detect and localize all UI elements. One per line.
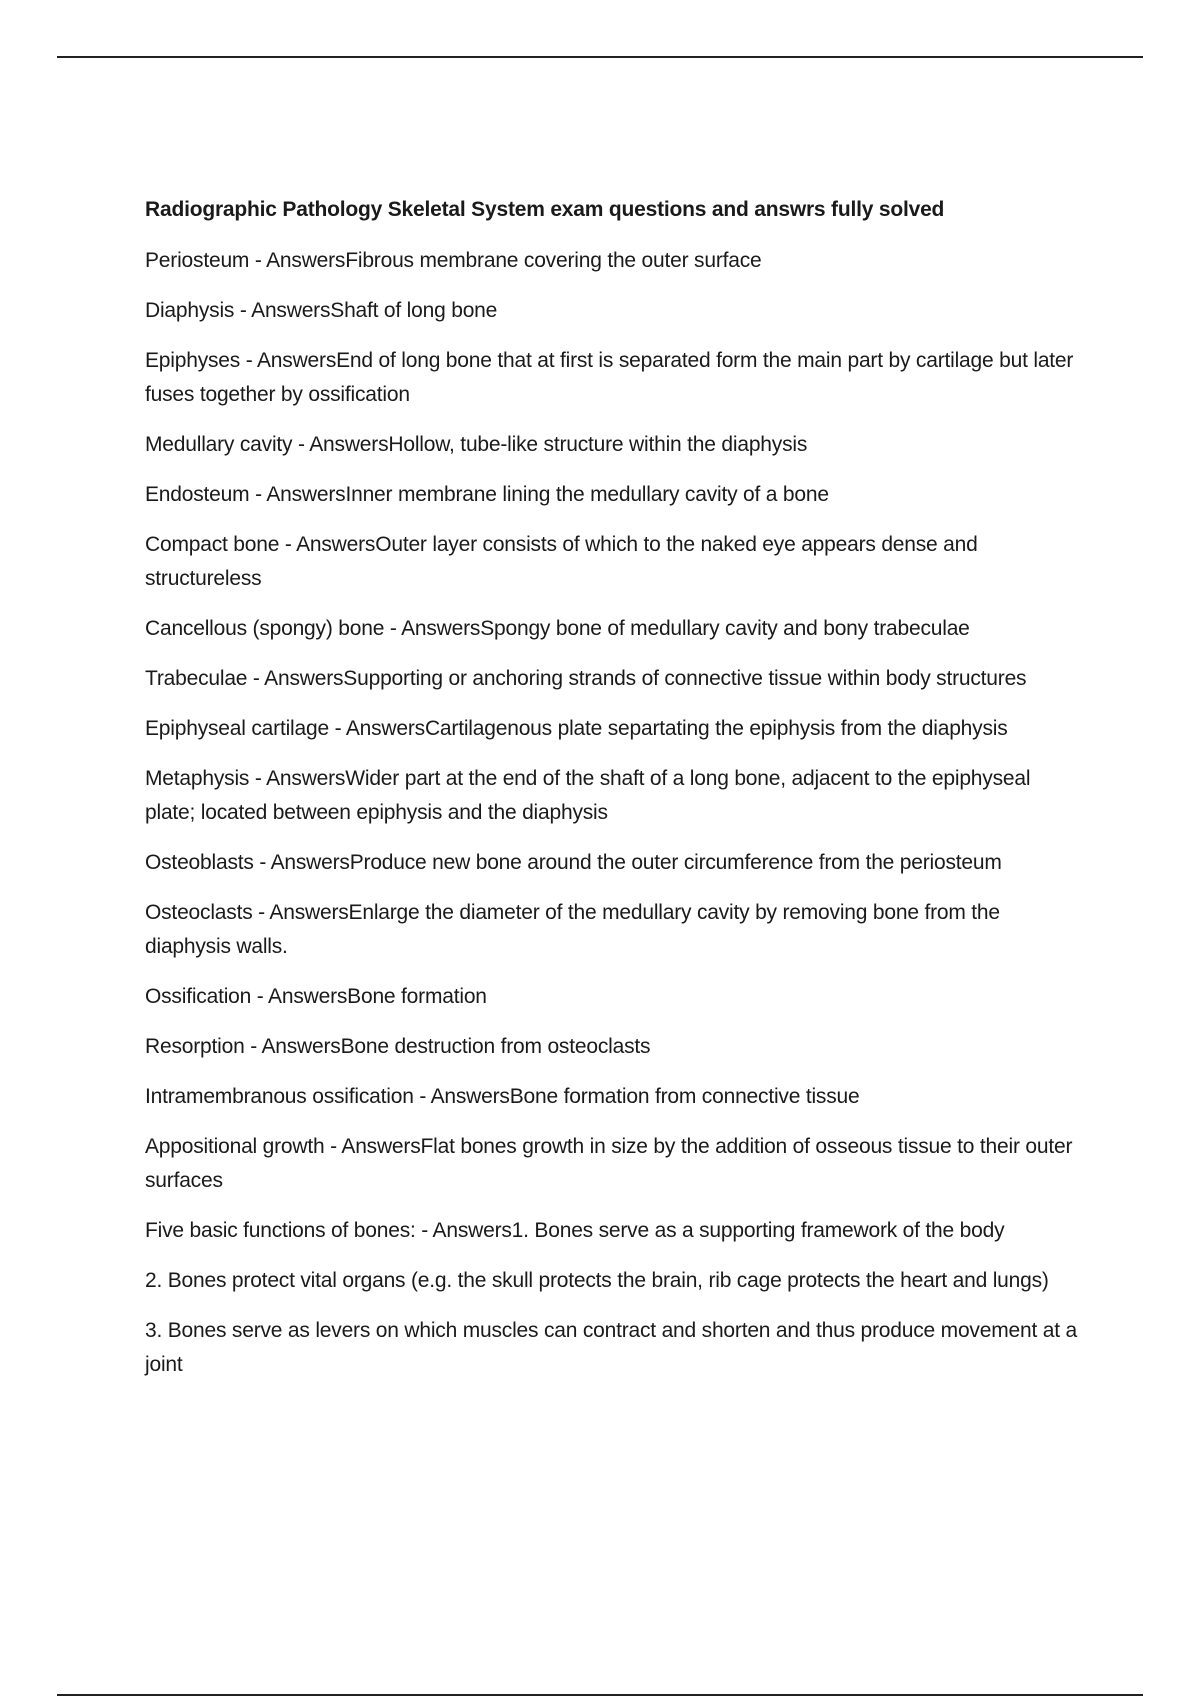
qa-entry-medullary-cavity: Medullary cavity - AnswersHollow, tube-like structure within the diaphysis	[145, 433, 808, 456]
qa-entry-intramembranous-ossification: Intramembranous ossification - AnswersBone formation from connective tissue	[145, 1085, 860, 1108]
qa-entry-epiphyseal-cartilage: Epiphyseal cartilage - AnswersCartilagenous plate separtating the epiphysis from the diaphysis	[145, 717, 1008, 740]
document-title: Radiographic Pathology Skeletal System exam questions and answrs fully solved	[145, 198, 945, 221]
qa-entry-trabeculae: Trabeculae - AnswersSupporting or anchoring strands of connective tissue within body structures	[145, 667, 1027, 690]
qa-entry-ossification: Ossification - AnswersBone formation	[145, 985, 487, 1008]
qa-entry-cancellous-bone: Cancellous (spongy) bone - AnswersSpongy bone of medullary cavity and bony trabeculae	[145, 617, 970, 640]
footer-rule	[57, 1694, 1143, 1696]
qa-entry-appositional-growth: Appositional growth - AnswersFlat bones growth in size by the addition of osseous tissue to their outer surfaces	[145, 1135, 1073, 1192]
qa-entry-bone-function-3: 3. Bones serve as levers on which muscles can contract and shorten and thus produce movement at a joint	[145, 1319, 1077, 1376]
document-body	[145, 193, 1080, 1398]
qa-entry-compact-bone: Compact bone - AnswersOuter layer consists of which to the naked eye appears dense and structureless	[145, 533, 978, 590]
qa-entry-diaphysis: Diaphysis - AnswersShaft of long bone	[145, 299, 498, 322]
qa-entry-resorption: Resorption - AnswersBone destruction from osteoclasts	[145, 1035, 651, 1058]
qa-entry-osteoclasts: Osteoclasts - AnswersEnlarge the diameter of the medullary cavity by removing bone from the diaphysis walls.	[145, 901, 1000, 958]
qa-entry-epiphyses: Epiphyses - AnswersEnd of long bone that at first is separated form the main part by cartilage but later fuses together by ossification	[145, 349, 1074, 406]
qa-entry-osteoblasts: Osteoblasts - AnswersProduce new bone around the outer circumference from the periosteum	[145, 851, 1002, 874]
qa-entry-bone-function-2: 2. Bones protect vital organs (e.g. the skull protects the brain, rib cage protects the heart and lungs)	[145, 1269, 1049, 1292]
qa-entry-bone-functions: Five basic functions of bones: - Answers1. Bones serve as a supporting framework of the body	[145, 1219, 1005, 1242]
qa-entry-endosteum: Endosteum - AnswersInner membrane lining the medullary cavity of a bone	[145, 483, 829, 506]
header-rule	[57, 56, 1143, 58]
qa-entry-metaphysis: Metaphysis - AnswersWider part at the end of the shaft of a long bone, adjacent to the epiphyseal plate; located between epiphysis and the diaphysis	[145, 767, 1031, 824]
qa-entry-periosteum: Periosteum - AnswersFibrous membrane covering the outer surface	[145, 249, 762, 272]
